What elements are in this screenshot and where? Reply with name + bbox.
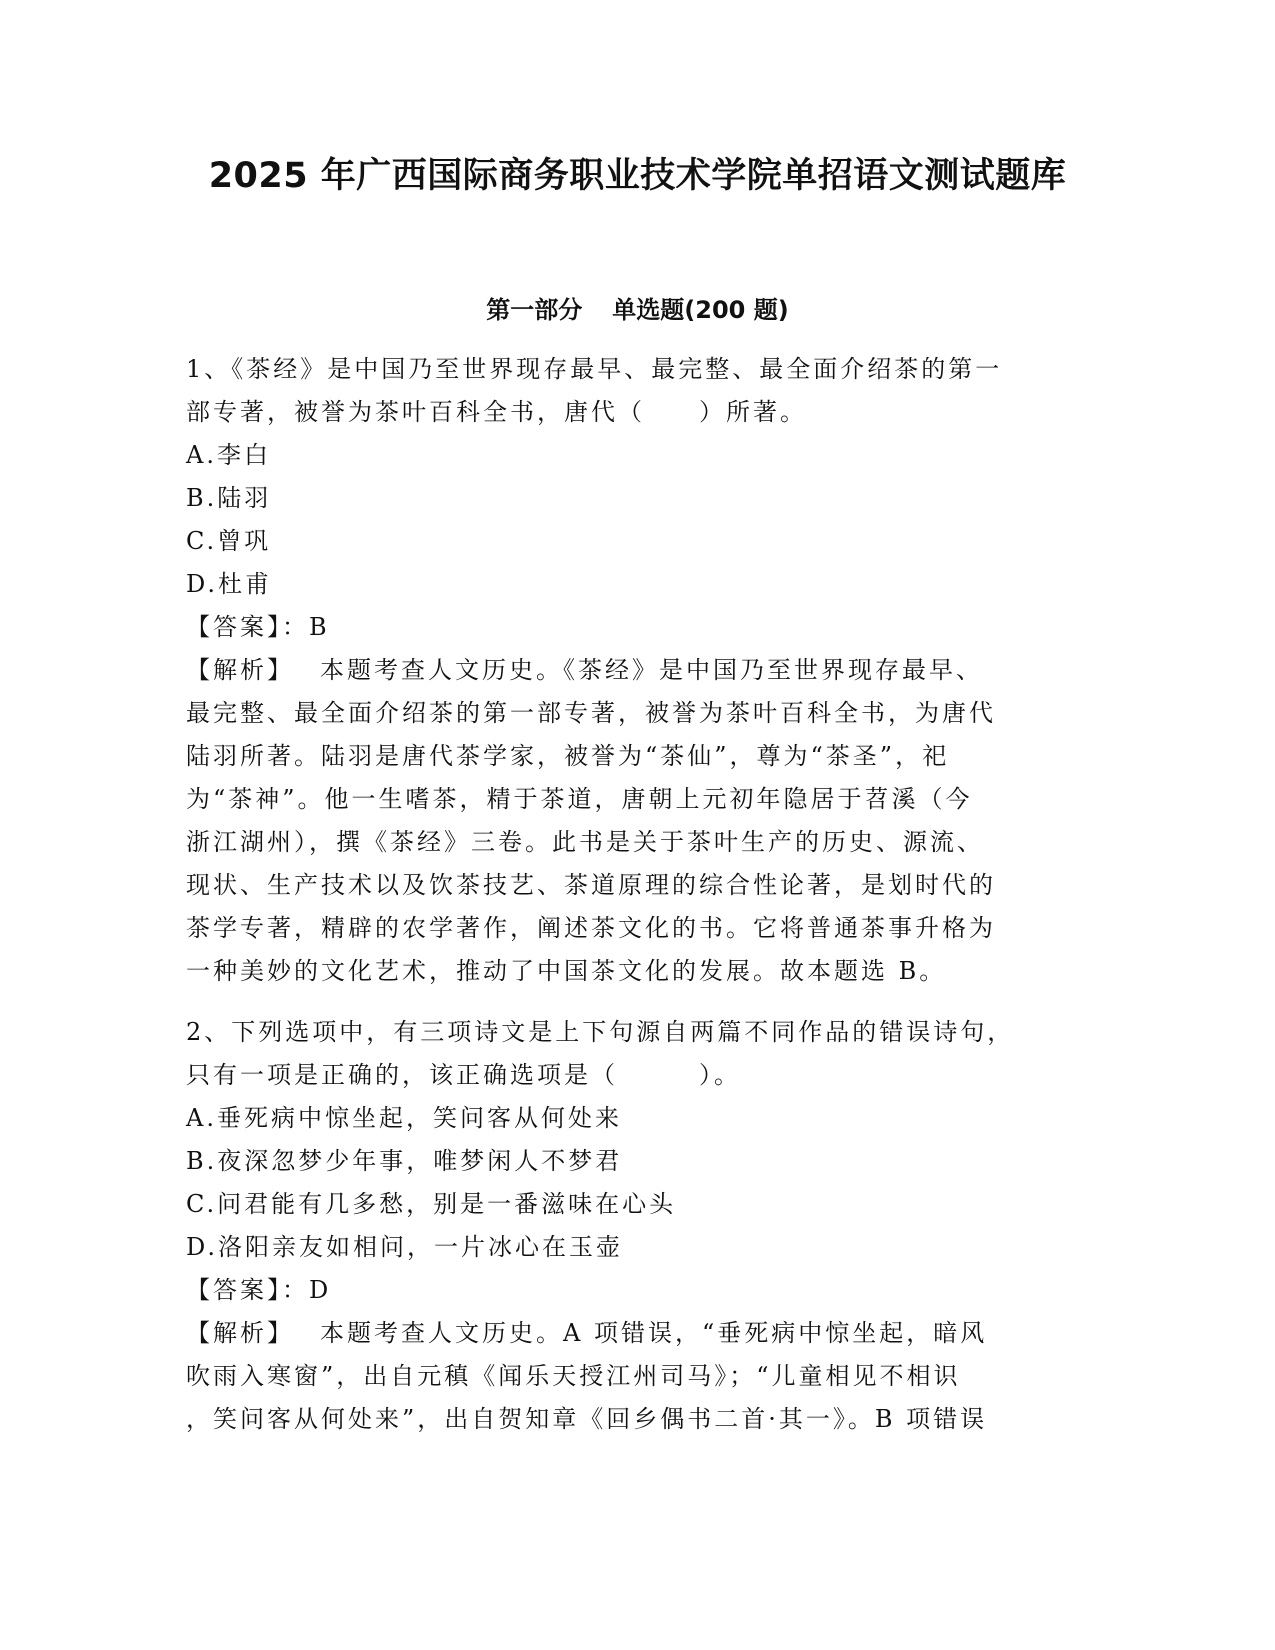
- question-2-option-d: D.洛阳亲友如相问，一片冰心在玉壶: [186, 1233, 624, 1261]
- question-1-analysis-line-1: [186, 649, 1086, 692]
- question-1: [186, 348, 1086, 993]
- question-2-analysis-line-2: 吹雨入寒窗”，出自元稹《闻乐天授江州司马》；“儿童相见不相识: [186, 1362, 961, 1390]
- question-1-analysis-line-5: 浙江湖州），撰《茶经》三卷。此书是关于茶叶生产的历史、源流、: [186, 828, 984, 856]
- question-1-analysis-line-6: 现状、生产技术以及饮茶技艺、茶道原理的综合性论著，是划时代的: [186, 871, 996, 899]
- question-2-option-b: B.夜深忽梦少年事，唯梦闲人不梦君: [186, 1147, 623, 1175]
- document-title: 2025 年广西国际商务职业技术学院单招语文测试题库: [208, 156, 1067, 196]
- question-1-option-d: D.杜甫: [186, 570, 273, 598]
- question-1-analysis-text-1: 本题考查人文历史。《茶经》是中国乃至世界现存最早、: [320, 656, 983, 684]
- question-1-option-a: A.李白: [186, 441, 271, 469]
- section-name-label: 单选题(200 题): [612, 296, 789, 324]
- question-1-analysis-line-2: 最完整、最全面介绍茶的第一部专著，被誉为茶叶百科全书，为唐代: [186, 699, 996, 727]
- question-1-analysis-line-4: 为“茶神”。他一生嗜茶，精于茶道，唐朝上元初年隐居于苕溪（今: [186, 785, 973, 813]
- section-heading: [0, 290, 1275, 325]
- question-1-stem-line-2: 部专著，被誉为茶叶百科全书，唐代（ ）所著。: [186, 398, 807, 426]
- question-2-stem-line-1: 2、下列选项中，有三项诗文是上下句源自两篇不同作品的错误诗句，: [186, 1018, 1015, 1046]
- question-1-option-b: B.陆羽: [186, 484, 272, 512]
- question-1-analysis-line-7: 茶学专著，精辟的农学著作，阐述茶文化的书。它将普通茶事升格为: [186, 914, 996, 942]
- question-list: [186, 348, 1086, 1459]
- question-1-analysis-label: 【解析】: [186, 656, 294, 684]
- question-1-answer: 【答案】：B: [186, 613, 330, 641]
- question-2-analysis-label: 【解析】: [186, 1319, 294, 1347]
- question-2-option-a: A.垂死病中惊坐起，笑问客从何处来: [186, 1104, 622, 1132]
- question-1-option-c: C.曾巩: [186, 527, 272, 555]
- question-2-analysis-line-3: ，笑问客从何处来”，出自贺知章《回乡偶书二首·其一》。B 项错误: [186, 1405, 988, 1433]
- question-2: [186, 1011, 1086, 1441]
- question-1-analysis-line-8: 一种美妙的文化艺术，推动了中国茶文化的发展。故本题选 B。: [186, 957, 947, 985]
- question-2-answer: 【答案】：D: [186, 1276, 332, 1304]
- question-2-analysis-text-1: 本题考查人文历史。A 项错误，“垂死病中惊坐起，暗风: [320, 1319, 988, 1347]
- section-part-label: 第一部分: [486, 296, 583, 324]
- question-1-analysis-line-3: 陆羽所著。陆羽是唐代茶学家，被誉为“茶仙”，尊为“茶圣”，祀: [186, 742, 950, 770]
- question-2-stem-line-2: 只有一项是正确的，该正确选项是（ ）。: [186, 1061, 741, 1089]
- question-2-analysis-line-1: [186, 1312, 1086, 1355]
- question-2-option-c: C.问君能有几多愁，别是一番滋味在心头: [186, 1190, 677, 1218]
- question-1-stem-line-1: 1、《茶经》是中国乃至世界现存最早、最完整、最全面介绍茶的第一: [186, 355, 1003, 383]
